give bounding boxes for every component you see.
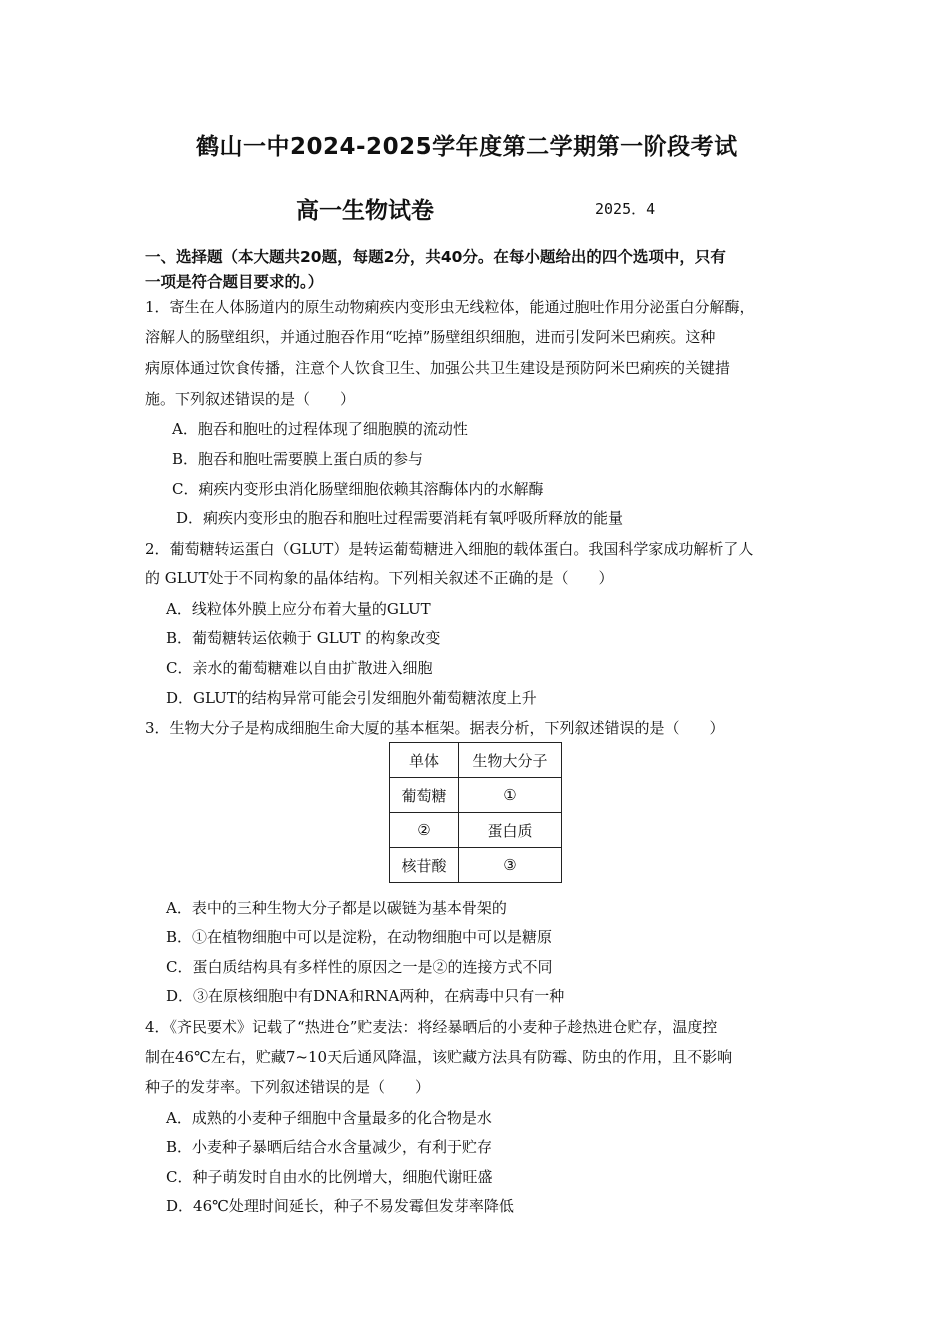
table-cell: ② xyxy=(390,813,459,848)
option-b: B．小麦种子暴晒后结合水含量减少，有利于贮存 xyxy=(166,1138,493,1156)
question-text-line: 3．生物大分子是构成细胞生命大厦的基本框架。据表分析，下列叙述错误的是（ ） xyxy=(145,719,725,737)
option-b: B．胞吞和胞吐需要膜上蛋白质的参与 xyxy=(172,450,424,468)
table-cell: ③ xyxy=(459,848,562,883)
question-text-line: 施。下列叙述错误的是（ ） xyxy=(145,390,356,408)
table-row xyxy=(390,813,562,848)
table-cell: 核苷酸 xyxy=(390,848,459,883)
question-text-line: 的 GLUT处于不同构象的晶体结构。下列相关叙述不正确的是（ ） xyxy=(145,569,614,587)
option-a: A．成熟的小麦种子细胞中含量最多的化合物是水 xyxy=(166,1109,492,1127)
option-b: B．①在植物细胞中可以是淀粉，在动物细胞中可以是糖原 xyxy=(166,928,553,946)
question-text-line: 种子的发芽率。下列叙述错误的是（ ） xyxy=(145,1078,431,1096)
table-header-cell: 生物大分子 xyxy=(459,743,562,778)
table-cell: 葡萄糖 xyxy=(390,778,459,813)
question-text-line: 制在46℃左右，贮藏7~10天后通风降温，该贮藏方法具有防霉、防虫的作用，且不影响 xyxy=(145,1048,733,1066)
option-a: A．表中的三种生物大分子都是以碳链为基本骨架的 xyxy=(166,899,507,917)
option-c: C．痢疾内变形虫消化肠壁细胞依赖其溶酶体内的水解酶 xyxy=(172,480,544,498)
table-row xyxy=(390,848,562,883)
page-title: 鹤山一中2024-2025学年度第二学期第一阶段考试 xyxy=(196,134,738,160)
option-a: A．胞吞和胞吐的过程体现了细胞膜的流动性 xyxy=(172,420,468,438)
monomer-table xyxy=(389,742,562,883)
table-header-row xyxy=(390,743,562,778)
option-d: D．③在原核细胞中有DNA和RNA两种，在病毒中只有一种 xyxy=(166,987,565,1005)
page-subtitle: 高一生物试卷 xyxy=(296,198,434,224)
option-d: D．46℃处理时间延长，种子不易发霉但发芽率降低 xyxy=(166,1197,514,1215)
question-text-line: 2．葡萄糖转运蛋白（GLUT）是转运葡萄糖进入细胞的载体蛋白。我国科学家成功解析了人 xyxy=(145,540,754,558)
section-heading-line-1: 一、选择题（本大题共20题，每题2分，共40分。在每小题给出的四个选项中，只有 xyxy=(145,248,726,266)
table-cell: 蛋白质 xyxy=(459,813,562,848)
option-d: D．痢疾内变形虫的胞吞和胞吐过程需要消耗有氧呼吸所释放的能量 xyxy=(176,509,624,527)
section-heading-line-2: 一项是符合题目要求的。） xyxy=(145,273,324,291)
exam-date: 2025．4 xyxy=(595,200,656,218)
option-c: C．蛋白质结构具有多样性的原因之一是②的连接方式不同 xyxy=(166,958,553,976)
question-text-line: 4．《齐民要术》记载了“热进仓”贮麦法：将经暴晒后的小麦种子趁热进仓贮存，温度控 xyxy=(145,1018,718,1036)
option-a: A．线粒体外膜上应分布着大量的GLUT xyxy=(166,600,431,618)
question-text-line: 溶解人的肠壁组织，并通过胞吞作用“吃掉”肠壁组织细胞，进而引发阿米巴痢疾。这种 xyxy=(145,328,716,346)
table-row xyxy=(390,778,562,813)
question-text-line: 病原体通过饮食传播，注意个人饮食卫生、加强公共卫生建设是预防阿米巴痢疾的关键措 xyxy=(145,359,731,377)
table-header-cell: 单体 xyxy=(390,743,459,778)
option-c: C．种子萌发时自由水的比例增大，细胞代谢旺盛 xyxy=(166,1168,493,1186)
option-c: C．亲水的葡萄糖难以自由扩散进入细胞 xyxy=(166,659,433,677)
option-b: B．葡萄糖转运依赖于 GLUT 的构象改变 xyxy=(166,629,441,647)
option-d: D．GLUT的结构异常可能会引发细胞外葡萄糖浓度上升 xyxy=(166,689,537,707)
question-text-line: 1．寄生在人体肠道内的原生动物痢疾内变形虫无线粒体，能通过胞吐作用分泌蛋白分解酶， xyxy=(145,298,755,316)
table-cell: ① xyxy=(459,778,562,813)
